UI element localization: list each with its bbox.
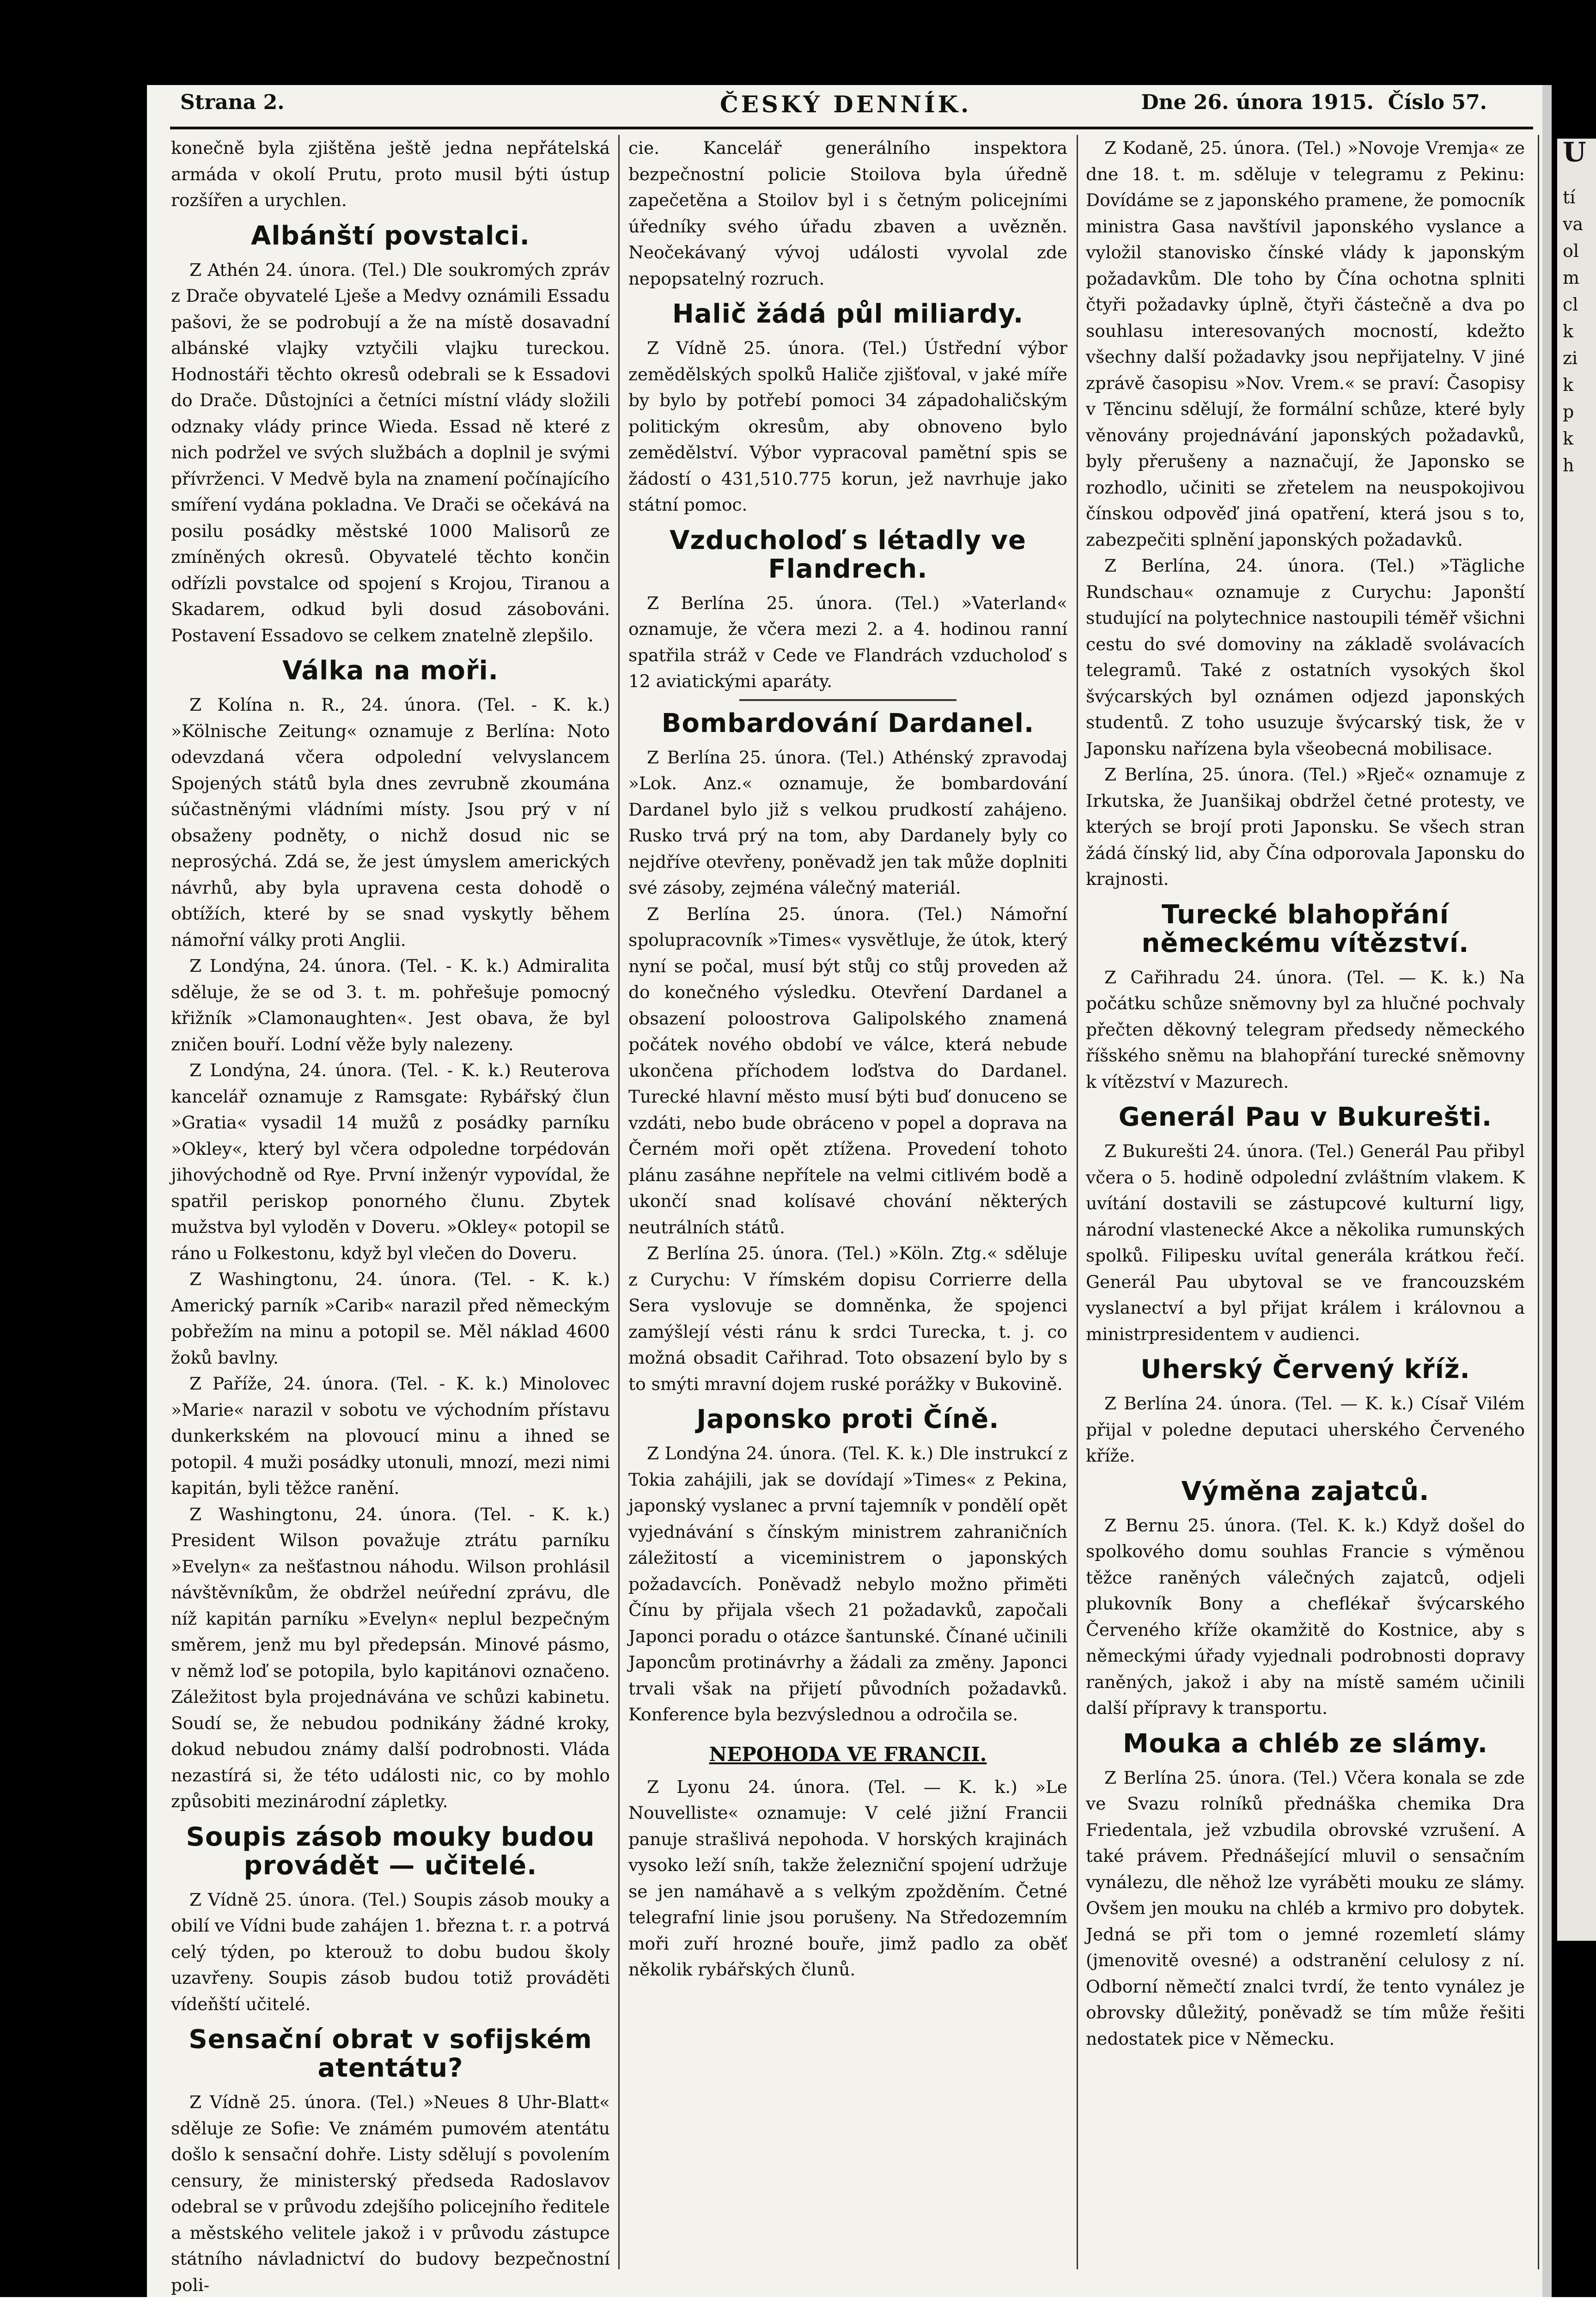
column-divider: [1538, 135, 1539, 2269]
fragment-line: cl: [1563, 294, 1578, 315]
article-headline: Turecké blahopřání německému vítězství.: [1141, 899, 1469, 958]
article-headline: Sensační obrat v sofijském atentátu?: [189, 2024, 592, 2083]
article-paragraph: Z Paříže, 24. února. (Tel. - K. k.) Minolovec »Marie« narazil v sobotu ve východním přístavu dunkerkském na plovoucí minu a ihned se potopil. 4 muži posádky utonuli, mnozí, mezi nimi kapitán, byli těžce ranění.: [171, 1373, 610, 1498]
date-text: Dne 26. února 1915.: [1141, 91, 1374, 114]
article-headline: Generál Pau v Bukurešti.: [1118, 1102, 1492, 1132]
column-1: [171, 135, 610, 2295]
article-headline: Bombardování Dardanel.: [661, 708, 1035, 738]
article-paragraph: Z Berlína 25. února. (Tel.) »Köln. Ztg.« sděluje z Curychu: V římském dopisu Corrierre della Sera vyslovuje se domněnka, že spojenci zamýšlejí vésti ránu k srdci Turecka, t. j. co možná obsadit Cařihrad. Toto obsazení bylo by s to smýti mravní dojem ruské porážky v Bukovině.: [628, 1243, 1067, 1394]
column-3: [1086, 135, 1525, 2269]
article-headline: Japonsko proti Číně.: [696, 1404, 999, 1434]
issue-number: Číslo 57.: [1388, 91, 1487, 114]
fragment-line: tí: [1563, 187, 1576, 207]
article-headline: Mouka a chléb ze slámy.: [1122, 1728, 1488, 1759]
fragment-line: va: [1563, 214, 1584, 234]
article-paragraph: cie. Kancelář generálního inspektora bezpečnostní policie Stoilova byla úředně zapečetěna a Stoilov byl i s četným policejními úředníky svého úřadu zbaven a uvězněn. Neočekávaný vývoj události vyvolal zde nepopsatelný rozruch.: [628, 138, 1067, 289]
article-paragraph: Z Berlína 25. února. (Tel.) Námořní spolupracovník »Times« vysvětluje, že útok, který nyní se počal, musí být stůj co stůj proveden až do konečného výsledku. Otevření Dardanel a obsazení poloostrova Galipolského znamená počátek nového období ve válce, která nebude ukončena příchodem loďstva do Dardanel. Turecké hlavní město musí býti buď donuceno se vzdáti, nebo bude obráceno v popel a doprava na Černém moři opět ztížena. Provedení tohoto plánu zasáhne nepřítele na velmi citlivém bodě a ukončí snad kolísavé chování některých neutrálních států.: [628, 903, 1067, 1237]
article-headline: Výměna zajatců.: [1181, 1476, 1430, 1506]
article-headline: Uherský Červený kříž.: [1140, 1354, 1470, 1384]
page-edge: [1542, 85, 1552, 2297]
page-header: [147, 91, 1552, 128]
article-paragraph: Z Londýna 24. února. (Tel. K. k.) Dle instrukcí z Tokia zahájili, jak se dovídají »Times« z Pekina, japonský vyslanec a první tajemník v pondělí opět vyjednávání s čínským ministrem zahraničních záležitostí a viceministrem o japonských požadavcích. Poněvadž nebylo možno přiměti Čínu by přijala všech 21 požadavků, započali Japonci poradu o otázce šantunské. Čínané učinili Japoncům protinávrhy a žádali za změny. Japonci trvali však na přijetí původních požadavků. Konference byla bezvýslednou a odročila se.: [628, 1443, 1067, 1725]
article-paragraph: Z Cařihradu 24. února. (Tel. — K. k.) Na počátku schůze sněmovny byl za hlučné pochvaly přečten děkovný telegram předsedy německého říšského sněmu na blahopřání turecké sněmovny k vítězství v Mazurech.: [1086, 967, 1525, 1092]
article-paragraph: Z Vídně 25. února. (Tel.) »Neues 8 Uhr-Blatt« sděluje ze Sofie: Ve známém pumovém atentátu došlo k sensační dohře. Listy sdělují s povolením censury, že ministerský předseda Radoslavov odebral se v průvodu zdejšího policejního ředitele a městského velitele jakož i v průvodu zástupce státního návladnictví do budovy bezpečnostní poli-: [171, 2092, 610, 2295]
fragment-line: zi: [1563, 348, 1578, 368]
page-number: Strana 2.: [180, 91, 285, 114]
article-paragraph: Z Kodaně, 25. února. (Tel.) »Novoje Vremja« ze dne 18. t. m. sděluje v telegramu z Pekinu: Dovídáme se z japonského pramene, že pomocník ministra Gasa navštívil japonského vyslance a vyložil stanovisko čínské vlády k japonským požadavkům. Dle toho by Čína ochotna splniti čtyři požadavky úplně, čtyři částečně a dva po souhlasu interesovaných mocností, kdežto všechny další požadavky jsou nepřijatelny. V jiné zprávě časopisu »Nov. Vrem.« se praví: Časopisy v Těncinu sdělují, že formální schůze, které byly věnovány projednávání japonských požadavků, byly přerušeny a naznačují, že Japonsko se rozhodlo, učiniti se zřetelem na neuspokojivou čínskou odpověď jiná opatření, která jsou s to, zabezpečiti splnění japonských požadavků.: [1086, 138, 1525, 550]
article-paragraph: Z Berlína, 24. února. (Tel.) »Tägliche Rundschau« oznamuje z Curychu: Japonští studující na polytechnice nastoupili téměř všichni cestu do své domoviny na základě svolávacích telegramů. Také z ostatních vysokých škol švýcarských byl oznámen odjezd japonských studentů. Z toho usuzuje švýcarský tisk, že v Japonsku nařízena byla všeobecná mobilisace.: [1086, 555, 1525, 759]
article-paragraph: Z Washingtonu, 24. února. (Tel. - K. k.) President Wilson považuje ztrátu parníku »Evelyn« za nešťastnou náhodu. Wilson prohlásil návštěvníkům, že obdržel neúřední zprávu, dle níž kapitán parníku »Evelyn« neplul bezpečným směrem, jenž mu byl předepsán. Minové pásmo, v němž loď se potopila, bylo kapitánovi označeno. Záležitost byla projednávána ve schůzi kabinetu. Soudí se, že nebudou podnikány žádné kroky, dokud nebudou známy další podrobnosti. Vláda nezastírá si, že této události nic, co by mohlo způsobiti mezinárodní zápletky.: [171, 1504, 610, 1811]
adjacent-page-fragment: [1557, 136, 1596, 1941]
article-paragraph: Z Vídně 25. února. (Tel.) Soupis zásob mouky a obilí ve Vídni bude zahájen 1. března t. r. a potrvá celý týden, po kterouž to dobu budou školy uzavřeny. Soupis zásob budou totiž prováděti vídeňští učitelé.: [171, 1889, 610, 2014]
fragment-line: m: [1563, 268, 1580, 288]
article-headline: Vzducholoď s létadly ve Flandrech.: [670, 525, 1026, 584]
article-paragraph: Z Berlína, 25. února. (Tel.) »Rječ« oznamuje z Irkutska, že Juanšikaj obdržel četné protesty, ve kterých se brojí proti Japonsku. Se všech stran žádá čínský lid, aby Čína odporovala Japonsku do krajnosti.: [1086, 764, 1525, 889]
issue-date: [1141, 91, 1487, 114]
article-paragraph: Z Bernu 25. února. (Tel. K. k.) Když došel do spolkového domu souhlas Francie s výměnou těžce raněných válečných zajatců, odjeli plukovník Bony a cheflékař švýcarského Červeného kříže okamžitě do Kostnice, aby s německými úřady vyjednali podrobnosti dopravy raněných, jakož i aby na místě samém učinili další přípravy k transportu.: [1086, 1515, 1525, 1718]
masthead-title: ČESKÝ DENNÍK.: [720, 91, 972, 118]
fragment-letter: U: [1563, 136, 1586, 168]
fragment-line: h: [1563, 455, 1574, 475]
article-paragraph: Z Bukurešti 24. února. (Tel.) Generál Pau přibyl včera o 5. hodině odpolední zvláštním vlakem. K uvítání dostavili se zástupcové kulturní ligy, národní vlastenecké Akce a několika rumunských spolků. Filipesku uvítal generála krátkou řečí. Generál Pau ubytoval se ve francouzském vyslanectví a byl přijat králem i královnou a ministrpresidentem v audienci.: [1086, 1141, 1525, 1344]
article-paragraph: Z Berlína 24. února. (Tel. — K. k.) Císař Vilém přijal v poledne deputaci uherského Červeného kříže.: [1086, 1393, 1525, 1466]
fragment-line: k: [1563, 428, 1574, 449]
newspaper-page: [147, 85, 1552, 2297]
article-paragraph: Z Londýna, 24. února. (Tel. - K. k.) Admiralita sděluje, že se od 3. t. m. pohřešuje pomocný křižník »Clamonaughten«. Jest obava, že byl zničen bouří. Lodní věže byly nalezeny.: [171, 956, 610, 1055]
column-divider: [618, 135, 620, 2269]
article-headline: Válka na moři.: [282, 656, 499, 686]
article-paragraph: Z Berlína 25. února. (Tel.) Včera konala se zde ve Svazu rolníků přednáška chemika Dra Friedentala, jež vzbudila obrovské vzrušení. A také právem. Přednášející mluvil o sensačním vynálezu, dle něhož lze vyráběti mouku ze slámy. Ovšem jen mouku na chléb a krmivo pro dobytek. Jedná se při tom o jemné rozemletí slámy (jmenovitě ovesné) a odstranění celulosy z ní. Odborní němečtí znalci tvrdí, že tento vynález je obrovsky důležitý, poněvadž se tím může řešiti nedostatek pice v Německu.: [1086, 1767, 1525, 2049]
article-paragraph: Z Londýna, 24. února. (Tel. - K. k.) Reuterova kancelář oznamuje z Ramsgate: Rybářský člun »Gratia« vysadil 14 mužů z posádky parníku »Okley«, který byl včera odpoledne torpédován jihovýchodně od Rye. První inženýr vypovídal, že spatřil periskop ponorného člunu. Zbytek mužstva byl vyloděn v Doveru. »Okley« potopil se ráno u Folkestonu, když byl vlečen do Doveru.: [171, 1060, 610, 1263]
article-headline: Soupis zásob mouky budou provádět — učitelé.: [186, 1822, 595, 1881]
fragment-line: p: [1563, 402, 1574, 422]
article-paragraph: konečně byla zjištěna ještě jedna nepřátelská armáda v okolí Prutu, proto musil býti ústup rozšířen a urychlen.: [171, 138, 610, 210]
article-paragraph: Z Athén 24. února. (Tel.) Dle soukromých zpráv z Drače obyvatelé Lješe a Medvy oznámili Essadu pašovi, že se podrobují a že na místě dosavadní albánské vlajky vztyčili vlajku tureckou. Hodnostáři těchto okresů odebrali se k Essadovi do Drače. Důstojníci a četníci místní vlády složili odznaky vlády prince Wieda. Essad ně které z nich podržel ve svých službách a doplnil je svými přívrženci. V Medvě byla na znamení počínajícího smíření vydána pokladna. Ve Drači se očekává na posilu posádky městské 1000 Malisorů ze zmíněných okresů. Obyvatelé těchto končin odřízli povstalce od spojení s Krojou, Tiranou a Skadarem, odkud byli dosud zásobováni. Postavení Essadovo se celkem znatelně zlepšilo.: [171, 259, 610, 646]
header-rule: [170, 127, 1533, 129]
article-headline: NEPOHODA VE FRANCII.: [709, 1743, 987, 1766]
article-paragraph: Z Washingtonu, 24. února. (Tel. - K. k.) Americký parník »Carib« narazil před německým pobřežím na minu a potopil se. Měl náklad 4600 žoků bavlny.: [171, 1269, 610, 1368]
article-headline: Halič žádá půl miliardy.: [672, 299, 1024, 329]
fragment-line: k: [1563, 321, 1574, 341]
column-2: [628, 135, 1067, 2269]
fragment-line: k: [1563, 375, 1574, 395]
article-paragraph: Z Lyonu 24. února. (Tel. — K. k.) »Le Nouvelliste« oznamuje: V celé jižní Francii panuje strašlivá nepohoda. V horských krajinách vysoko leží sníh, takže železniční spojení udržuje se jen namáhavě a s velkým zpožděním. Četné telegrafní linie jsou porušeny. Na Středozemním moři zuří hrozné bouře, jimž padlo za oběť několik rybářských člunů.: [628, 1776, 1067, 1980]
section-divider: [739, 699, 956, 701]
column-divider: [1077, 135, 1078, 2269]
article-paragraph: Z Berlína 25. února. (Tel.) Athénský zpravodaj »Lok. Anz.« oznamuje, že bombardování Dardanel bylo již s velkou prudkostí zahájeno. Rusko trvá prý na tom, aby Dardanely byly co nejdříve otevřeny, poněvadž jen tak může doplniti své zásoby, zejména válečný materiál.: [628, 747, 1067, 898]
article-headline: Albánští povstalci.: [251, 220, 530, 251]
article-paragraph: Z Vídně 25. února. (Tel.) Ústřední výbor zemědělských spolků Haliče zjišťoval, v jaké míře by bylo by potřebí pomoci 34 západohaličským politickým okresům, aby obnoveno bylo zemědělství. Výbor vypracoval pamětní spis se žádostí o 431,510.775 korun, jež navrhuje jako státní pomoc.: [628, 338, 1067, 515]
article-paragraph: Z Kolína n. R., 24. února. (Tel. - K. k.) »Kölnische Zeitung« oznamuje z Berlína: Noto odevzdaná včera odpolední velvyslancem Spojených států byla dnes zevrubně zkoumána súčastněnými vládními místy. Jsou prý v ní obsaženy podněty, o nichž dosud nic se neprosýchá. Zdá se, že jest úmyslem amerických návrhů, aby byla upravena cesta dohodě o obtížích, které by se snad vyskytly během námořní války proti Anglii.: [171, 695, 610, 950]
fragment-line: ol: [1563, 241, 1579, 261]
article-paragraph: Z Berlína 25. února. (Tel.) »Vaterland« oznamuje, že včera mezi 2. a 4. hodinou ranní spatřila stráž v Cede ve Flandrách vzducholoď s 12 aviatickými aparáty.: [628, 592, 1067, 691]
